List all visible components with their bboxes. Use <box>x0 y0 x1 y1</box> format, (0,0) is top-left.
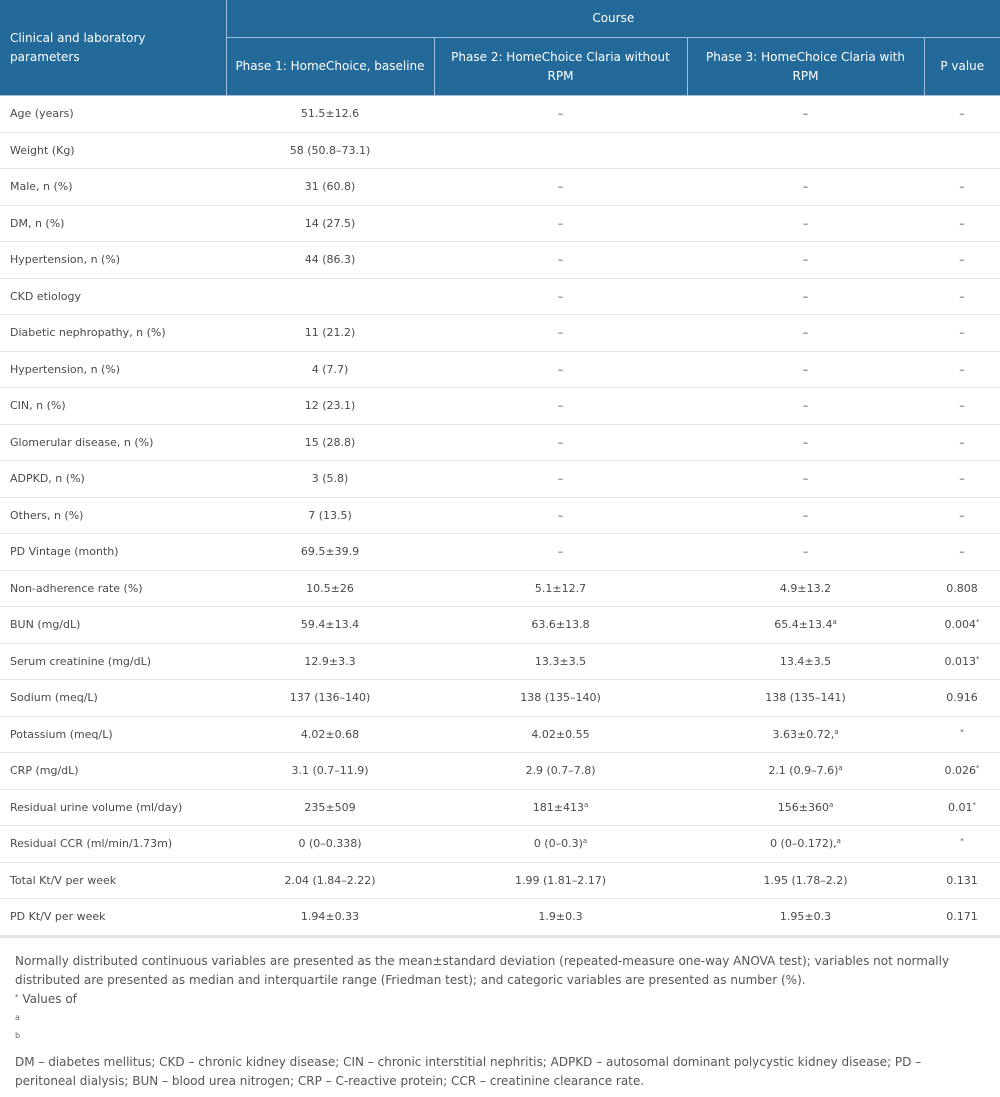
phase-3-value <box>687 753 924 790</box>
p-value <box>924 461 1000 498</box>
cell-text: 3.63±0.72, <box>772 727 835 741</box>
table-footnotes <box>0 938 1000 1086</box>
phase-2-footnote-mark: a <box>582 837 588 846</box>
phase-2-value <box>434 96 687 133</box>
phase-1-value <box>226 497 434 534</box>
parameter-name <box>0 351 226 388</box>
phase-1-value <box>226 716 434 753</box>
phase-3-value <box>687 716 924 753</box>
table-row <box>0 753 1000 790</box>
cell-text: 1.95 (1.78–2.2) <box>763 873 848 887</box>
cell-text: 51.5±12.6 <box>300 107 360 121</box>
cell-text: 4.02±0.55 <box>531 727 590 741</box>
table-row <box>0 461 1000 498</box>
cell-text: Male, n (%) <box>10 180 73 194</box>
header-parameters: Clinical and laboratory parameters <box>0 0 226 96</box>
table-row <box>0 315 1000 352</box>
cell-text: PD Vintage (month) <box>10 545 119 559</box>
cell-text: 4.02±0.68 <box>300 727 360 741</box>
phase-2-value <box>434 899 687 936</box>
cell-text: 0.013 <box>944 654 977 668</box>
phase-1-value <box>226 96 434 133</box>
p-value <box>924 753 1000 790</box>
cell-text: 63.6±13.8 <box>531 618 590 632</box>
cell-text: 7 (13.5) <box>308 508 352 522</box>
cell-text: – <box>802 472 809 486</box>
phase-3-value <box>687 96 924 133</box>
cell-text: – <box>557 253 564 267</box>
cell-text: 13.4±3.5 <box>779 654 832 668</box>
cell-text: – <box>802 180 809 194</box>
phase-2-footnote-mark: a <box>583 800 589 809</box>
cell-text: 0 (0–0.338) <box>298 837 362 851</box>
significance-mark: * <box>976 764 980 773</box>
table-row <box>0 680 1000 717</box>
cell-text: – <box>959 362 965 376</box>
parameter-name <box>0 461 226 498</box>
table-header <box>0 0 1000 96</box>
phase-2-value <box>434 315 687 352</box>
phase-1-value <box>226 899 434 936</box>
cell-text: – <box>802 435 809 449</box>
phase-1-value <box>226 461 434 498</box>
parameter-name <box>0 607 226 644</box>
cell-text: Glomerular disease, n (%) <box>10 435 154 449</box>
cell-text: 0.808 <box>946 581 978 595</box>
cell-text: 0.131 <box>946 873 978 887</box>
p-value <box>924 570 1000 607</box>
cell-text: 137 (136–140) <box>289 691 371 705</box>
cell-text: 3.1 (0.7–11.9) <box>291 764 369 778</box>
table-row <box>0 388 1000 425</box>
p-value <box>924 643 1000 680</box>
phase-3-value <box>687 680 924 717</box>
cell-text: 4 (7.7) <box>311 362 349 376</box>
parameter-name <box>0 424 226 461</box>
cell-text: – <box>959 399 965 413</box>
table-row <box>0 899 1000 936</box>
phase-3-value <box>687 388 924 425</box>
phase-3-value <box>687 315 924 352</box>
footnote-b: b <box>15 1030 21 1040</box>
table-row <box>0 862 1000 899</box>
table-row <box>0 789 1000 826</box>
cell-text: Hypertension, n (%) <box>10 362 121 376</box>
cell-text: – <box>557 216 564 230</box>
parameter-name <box>0 96 226 133</box>
phase-1-value <box>226 278 434 315</box>
phase-1-value <box>226 132 434 169</box>
cell-text: – <box>959 545 965 559</box>
parameter-name <box>0 388 226 425</box>
cell-text: – <box>557 326 564 340</box>
table-row <box>0 424 1000 461</box>
cell-text: 0 (0–0.3) <box>533 837 583 851</box>
table-body <box>0 96 1000 936</box>
cell-text: Potassium (meq/L) <box>10 727 113 741</box>
cell-text: 138 (135–141) <box>765 691 846 705</box>
parameter-name <box>0 169 226 206</box>
phase-3-value <box>687 242 924 279</box>
phase-3-footnote-mark: a <box>828 800 834 809</box>
p-value <box>924 205 1000 242</box>
phase-3-value <box>687 132 924 169</box>
cell-text: 0.026 <box>944 764 977 778</box>
phase-2-value <box>434 132 687 169</box>
p-value <box>924 607 1000 644</box>
p-value <box>924 169 1000 206</box>
phase-1-value <box>226 424 434 461</box>
phase-3-value <box>687 351 924 388</box>
cell-text: 4.9±13.2 <box>779 581 832 595</box>
cell-text: ADPKD, n (%) <box>10 472 85 486</box>
cell-text: Hypertension, n (%) <box>10 253 121 267</box>
cell-text: CIN, n (%) <box>10 399 66 413</box>
phase-2-value <box>434 716 687 753</box>
phase-1-value <box>226 826 434 863</box>
significance-mark: * <box>972 800 977 809</box>
parameter-name <box>0 205 226 242</box>
cell-text: 2.04 (1.84–2.22) <box>284 873 376 887</box>
p-value <box>924 132 1000 169</box>
table-row <box>0 716 1000 753</box>
cell-text: 1.99 (1.81–2.17) <box>514 873 607 887</box>
header-phase-1: Phase 1: HomeChoice, baseline <box>226 38 434 96</box>
table-row <box>0 607 1000 644</box>
p-value <box>924 388 1000 425</box>
cell-text: CRP (mg/dL) <box>10 764 79 778</box>
cell-text: – <box>959 435 965 449</box>
cell-text: – <box>959 253 965 267</box>
significance-mark: * <box>960 727 964 736</box>
cell-text: 0.01 <box>948 800 973 814</box>
header-phase-2: Phase 2: HomeChoice Claria without RPM <box>434 38 687 96</box>
cell-text: 11 (21.2) <box>304 326 356 340</box>
cell-text: – <box>959 472 965 486</box>
phase-1-value <box>226 862 434 899</box>
cell-text: Diabetic nephropathy, n (%) <box>10 326 166 340</box>
phase-2-value <box>434 789 687 826</box>
phase-2-value <box>434 461 687 498</box>
cell-text: 3 (5.8) <box>311 472 349 486</box>
phase-3-value <box>687 826 924 863</box>
cell-text: – <box>959 216 965 230</box>
cell-text: – <box>959 508 965 522</box>
p-value <box>924 351 1000 388</box>
phase-1-value <box>226 205 434 242</box>
phase-3-value <box>687 570 924 607</box>
cell-text: BUN (mg/dL) <box>10 618 81 632</box>
footnote-a: a <box>15 1012 20 1022</box>
phase-3-footnote-mark: a <box>832 618 837 627</box>
cell-text: 235±509 <box>304 800 356 814</box>
table-row <box>0 497 1000 534</box>
phase-1-value <box>226 570 434 607</box>
cell-text: Residual urine volume (ml/day) <box>10 800 183 814</box>
parameter-name <box>0 643 226 680</box>
significance-mark: * <box>976 618 980 627</box>
phase-1-value <box>226 242 434 279</box>
table-row <box>0 169 1000 206</box>
phase-2-value <box>434 424 687 461</box>
table-row <box>0 570 1000 607</box>
cell-text: 12.9±3.3 <box>304 654 356 668</box>
cell-text: Others, n (%) <box>10 508 84 522</box>
cell-text: 1.9±0.3 <box>538 910 583 924</box>
cell-text: 1.95±0.3 <box>779 910 832 924</box>
phase-2-value <box>434 607 687 644</box>
cell-text: – <box>557 107 564 121</box>
table-row <box>0 96 1000 133</box>
phase-1-value <box>226 169 434 206</box>
cell-text: 31 (60.8) <box>304 180 356 194</box>
cell-text: 15 (28.8) <box>304 435 356 449</box>
phase-1-value <box>226 680 434 717</box>
cell-text: 59.4±13.4 <box>300 618 360 632</box>
cell-text: PD Kt/V per week <box>10 910 106 924</box>
table-row <box>0 132 1000 169</box>
parameter-name <box>0 753 226 790</box>
parameter-name <box>0 315 226 352</box>
phase-2-value <box>434 242 687 279</box>
phase-2-value <box>434 570 687 607</box>
cell-text: – <box>802 545 809 559</box>
p-value <box>924 826 1000 863</box>
cell-text: 58 (50.8–73.1) <box>289 143 371 157</box>
cell-text: Non-adherence rate (%) <box>10 581 143 595</box>
p-value <box>924 716 1000 753</box>
parameter-name <box>0 789 226 826</box>
cell-text: 181±413 <box>532 800 584 814</box>
cell-text: – <box>802 399 809 413</box>
phase-1-value <box>226 753 434 790</box>
phase-2-value <box>434 205 687 242</box>
phase-1-value <box>226 534 434 571</box>
phase-3-value <box>687 424 924 461</box>
parameter-name <box>0 278 226 315</box>
phase-3-value <box>687 899 924 936</box>
cell-text: 0.171 <box>946 910 978 924</box>
cell-text: 0 (0–0.172), <box>770 837 837 851</box>
phase-2-value <box>434 278 687 315</box>
table-row <box>0 205 1000 242</box>
phase-3-value <box>687 205 924 242</box>
cell-text: Age (years) <box>10 107 74 121</box>
cell-text: Total Kt/V per week <box>10 873 117 887</box>
footnote-star <box>15 990 985 1009</box>
cell-text: 5.1±12.7 <box>534 581 587 595</box>
cell-text: – <box>959 289 965 303</box>
phase-3-footnote-mark: a <box>834 727 839 736</box>
cell-text: – <box>557 362 564 376</box>
table-row <box>0 826 1000 863</box>
table-row <box>0 242 1000 279</box>
cell-text: 1.94±0.33 <box>300 910 360 924</box>
phase-2-value <box>434 753 687 790</box>
phase-2-value <box>434 680 687 717</box>
phase-2-value <box>434 826 687 863</box>
abbreviations-note: DM – diabetes mellitus; CKD – chronic kidney disease; CIN – chronic interstitial nephritis; ADPKD – autosomal dominant polycystic kidney disease; PD – peritoneal dialysis; BUN – blood urea nitrogen; CRP – C-reactive protein; CCR – creatinine clearance rate. <box>15 1054 922 1088</box>
table-row <box>0 278 1000 315</box>
parameter-name <box>0 132 226 169</box>
cell-text: 2.1 (0.9–7.6) <box>768 764 839 778</box>
table-row <box>0 534 1000 571</box>
header-phase-3: Phase 3: HomeChoice Claria with RPM <box>687 38 924 96</box>
phase-1-value <box>226 315 434 352</box>
phase-1-value <box>226 607 434 644</box>
phase-2-value <box>434 534 687 571</box>
parameter-name <box>0 497 226 534</box>
phase-3-value <box>687 497 924 534</box>
cell-text: 44 (86.3) <box>304 253 356 267</box>
phase-2-value <box>434 351 687 388</box>
cell-text: – <box>802 508 809 522</box>
phase-2-value <box>434 643 687 680</box>
parameter-name <box>0 680 226 717</box>
phase-3-value <box>687 534 924 571</box>
table-row <box>0 643 1000 680</box>
cell-text: – <box>959 107 965 121</box>
phase-3-value <box>687 789 924 826</box>
header-course-group: Course <box>226 0 1000 38</box>
cell-text: Serum creatinine (mg/dL) <box>10 654 152 668</box>
p-value <box>924 424 1000 461</box>
cell-text: – <box>557 435 564 449</box>
cell-text: – <box>557 472 564 486</box>
cell-text: 0.004 <box>944 618 977 632</box>
parameter-name <box>0 899 226 936</box>
phase-3-footnote-mark: a <box>836 837 841 846</box>
p-value <box>924 899 1000 936</box>
phase-3-value <box>687 461 924 498</box>
cell-text: 2.9 (0.7–7.8) <box>525 764 596 778</box>
cell-text: – <box>557 399 564 413</box>
header-p-value: P value <box>924 38 1000 96</box>
cell-text: – <box>959 180 965 194</box>
cell-text: 13.3±3.5 <box>534 654 587 668</box>
p-value <box>924 497 1000 534</box>
cell-text: – <box>557 508 564 522</box>
phase-1-value <box>226 351 434 388</box>
phase-3-value <box>687 643 924 680</box>
table-row <box>0 351 1000 388</box>
significance-mark: * <box>976 654 980 663</box>
cell-text: Weight (Kg) <box>10 143 75 157</box>
cell-text: – <box>802 362 809 376</box>
parameter-name <box>0 862 226 899</box>
cell-text: – <box>959 326 965 340</box>
cell-text: 69.5±39.9 <box>300 545 360 559</box>
cell-text: – <box>802 216 809 230</box>
cell-text: Sodium (meq/L) <box>10 691 98 705</box>
phase-2-value <box>434 388 687 425</box>
cell-text: 0.916 <box>946 691 978 705</box>
phase-2-value <box>434 169 687 206</box>
cell-text: 10.5±26 <box>306 581 354 595</box>
cell-text: – <box>557 289 564 303</box>
cell-text: – <box>802 289 809 303</box>
asterisk-mark: * <box>15 992 19 1001</box>
parameter-name <box>0 716 226 753</box>
parameter-name <box>0 242 226 279</box>
p-value <box>924 789 1000 826</box>
footnote-star-text: Values of <box>18 991 77 1006</box>
p-value <box>924 278 1000 315</box>
cell-text: 65.4±13.4 <box>774 618 833 632</box>
phase-3-footnote-mark: a <box>838 764 843 773</box>
cell-text: – <box>802 107 809 121</box>
cell-text: – <box>557 545 564 559</box>
parameter-name <box>0 826 226 863</box>
phase-2-value <box>434 497 687 534</box>
cell-text: 156±360 <box>777 800 829 814</box>
phase-3-value <box>687 862 924 899</box>
cell-text: DM, n (%) <box>10 216 65 230</box>
phase-3-value <box>687 607 924 644</box>
phase-1-value <box>226 643 434 680</box>
p-value <box>924 315 1000 352</box>
cell-text: – <box>802 253 809 267</box>
phase-2-value <box>434 862 687 899</box>
parameter-name <box>0 570 226 607</box>
cell-text: Residual CCR (ml/min/1.73m) <box>10 837 173 851</box>
phase-1-value <box>226 789 434 826</box>
phase-3-value <box>687 278 924 315</box>
p-value <box>924 680 1000 717</box>
phase-3-value <box>687 169 924 206</box>
p-value <box>924 862 1000 899</box>
cell-text: 12 (23.1) <box>304 399 356 413</box>
cell-text: 14 (27.5) <box>304 216 356 230</box>
significance-mark: * <box>960 837 964 846</box>
cell-text: – <box>557 180 564 194</box>
statistics-description: Normally distributed continuous variables are presented as the mean±standard deviation (repeated-measure one-way ANOVA test); variables not normally distributed are presented as median and interquartile range (Friedman test); and categoric variables are presented as number (%). <box>15 953 950 987</box>
phase-1-value <box>226 388 434 425</box>
cell-text: CKD etiology <box>10 289 82 303</box>
p-value <box>924 96 1000 133</box>
parameter-name <box>0 534 226 571</box>
p-value <box>924 534 1000 571</box>
cell-text: – <box>802 326 809 340</box>
cell-text: 138 (135–140) <box>520 691 601 705</box>
p-value <box>924 242 1000 279</box>
